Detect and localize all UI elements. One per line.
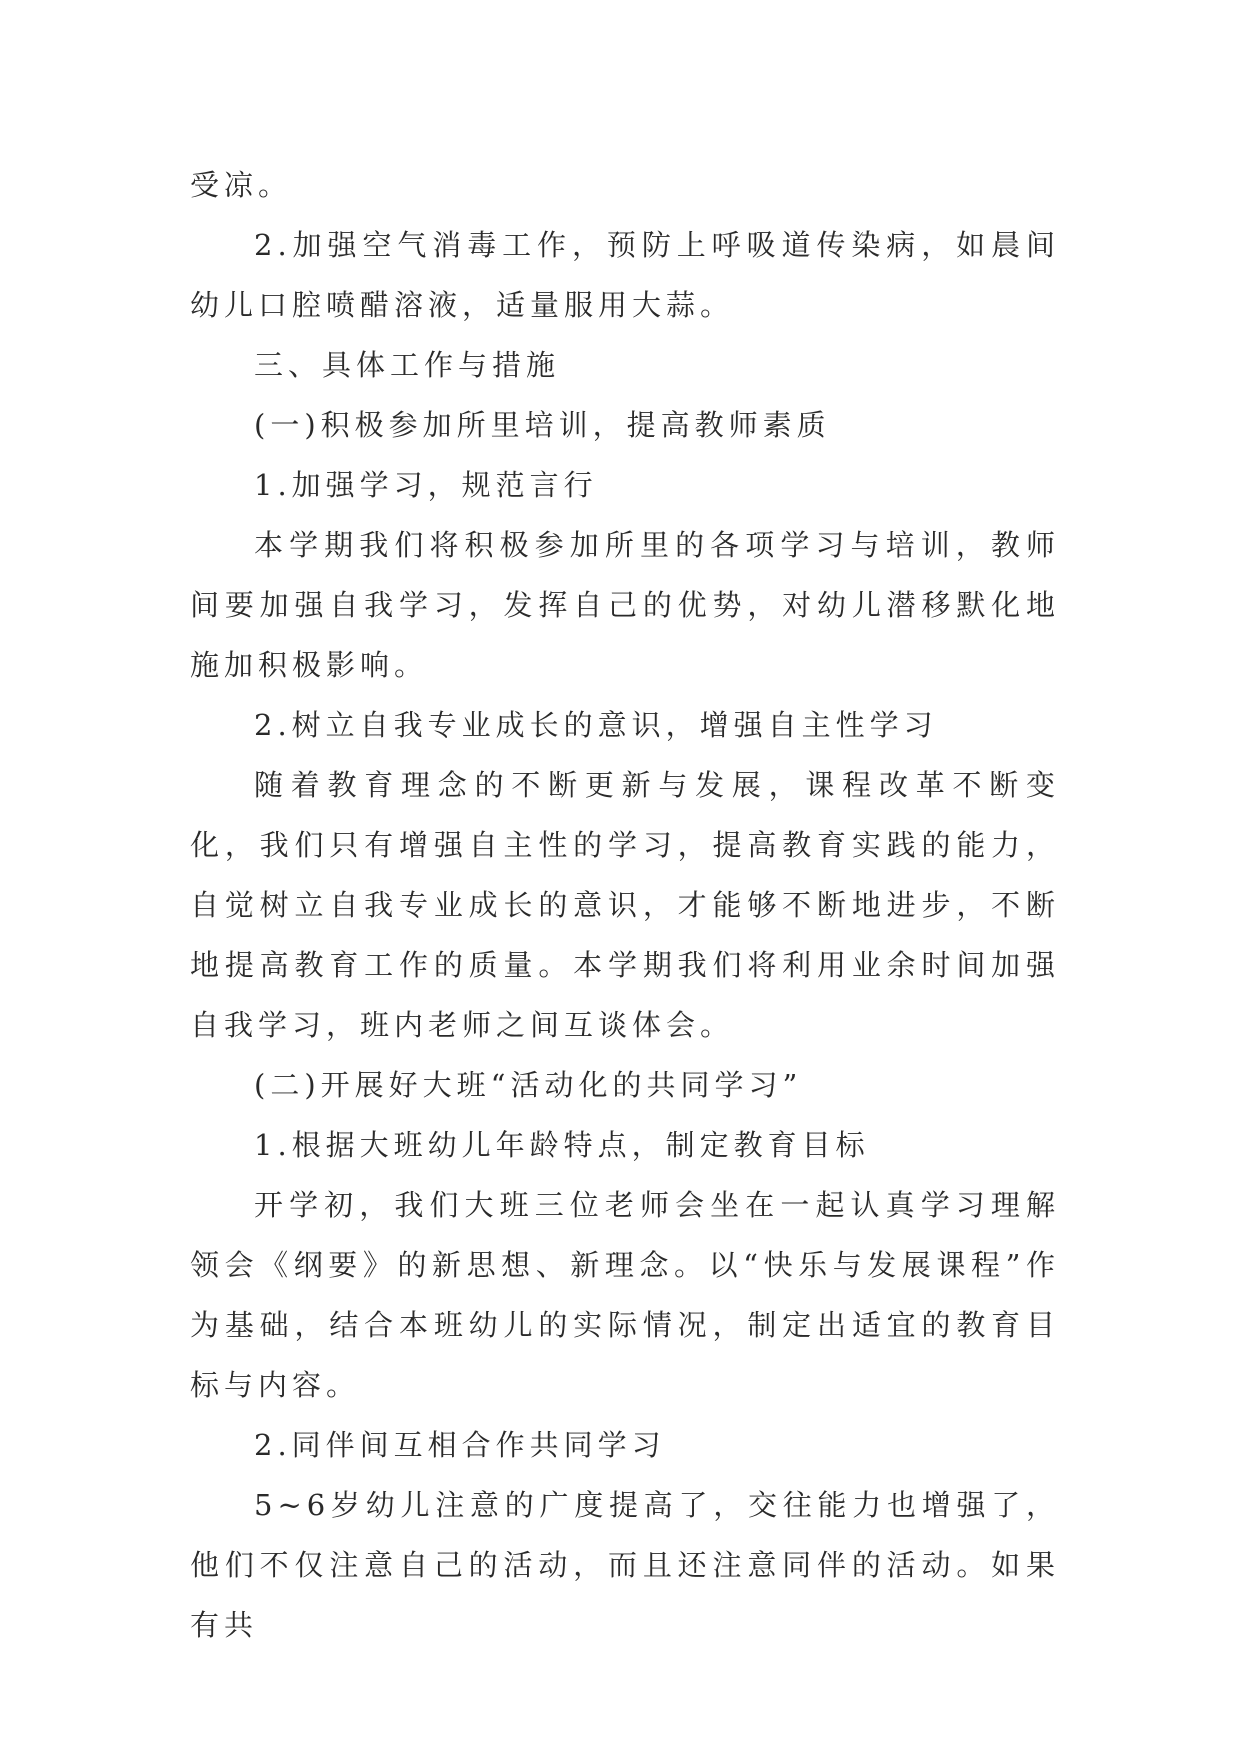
item-heading: 2.树立自我专业成长的意识，增强自主性学习 [254,708,938,742]
item-heading: 1.根据大班幼儿年龄特点，制定教育目标 [254,1128,870,1162]
paragraph: 5~6岁幼儿注意的广度提高了，交往能力也增强了，他们不仅注意自己的活动，而且还注意同伴的活动。如果有共 [190,1488,1060,1642]
paragraph: 随着教育理念的不断更新与发展，课程改革不断变化，我们只有增强自主性的学习，提高教育实践的能力，自觉树立自我专业成长的意识，才能够不断地进步，不断地提高教育工作的质量。本学期我们将利用业余时间加强自我学习，班内老师之间互谈体会。 [190,768,1060,1042]
item-heading: 1.加强学习，规范言行 [254,468,598,502]
list-item-air-disinfection: 2.加强空气消毒工作，预防上呼吸道传染病，如晨间幼儿口腔喷醋溶液，适量服用大蒜。 [190,228,1060,322]
subsection-heading: (二)开展好大班“活动化的共同学习” [254,1068,803,1102]
paragraph: 受凉。 [190,168,293,202]
document-body [190,155,1060,1655]
item-heading: 2.同伴间互相合作共同学习 [254,1428,666,1462]
section-heading: 三、具体工作与措施 [254,348,561,382]
paragraph: 本学期我们将积极参加所里的各项学习与培训，教师间要加强自我学习，发挥自己的优势，对幼儿潜移默化地施加积极影响。 [190,528,1060,682]
paragraph: 开学初，我们大班三位老师会坐在一起认真学习理解领会《纲要》的新思想、新理念。以“快乐与发展课程”作为基础，结合本班幼儿的实际情况，制定出适宜的教育目标与内容。 [190,1188,1060,1402]
subsection-heading: (一)积极参加所里培训，提高教师素质 [254,408,831,442]
